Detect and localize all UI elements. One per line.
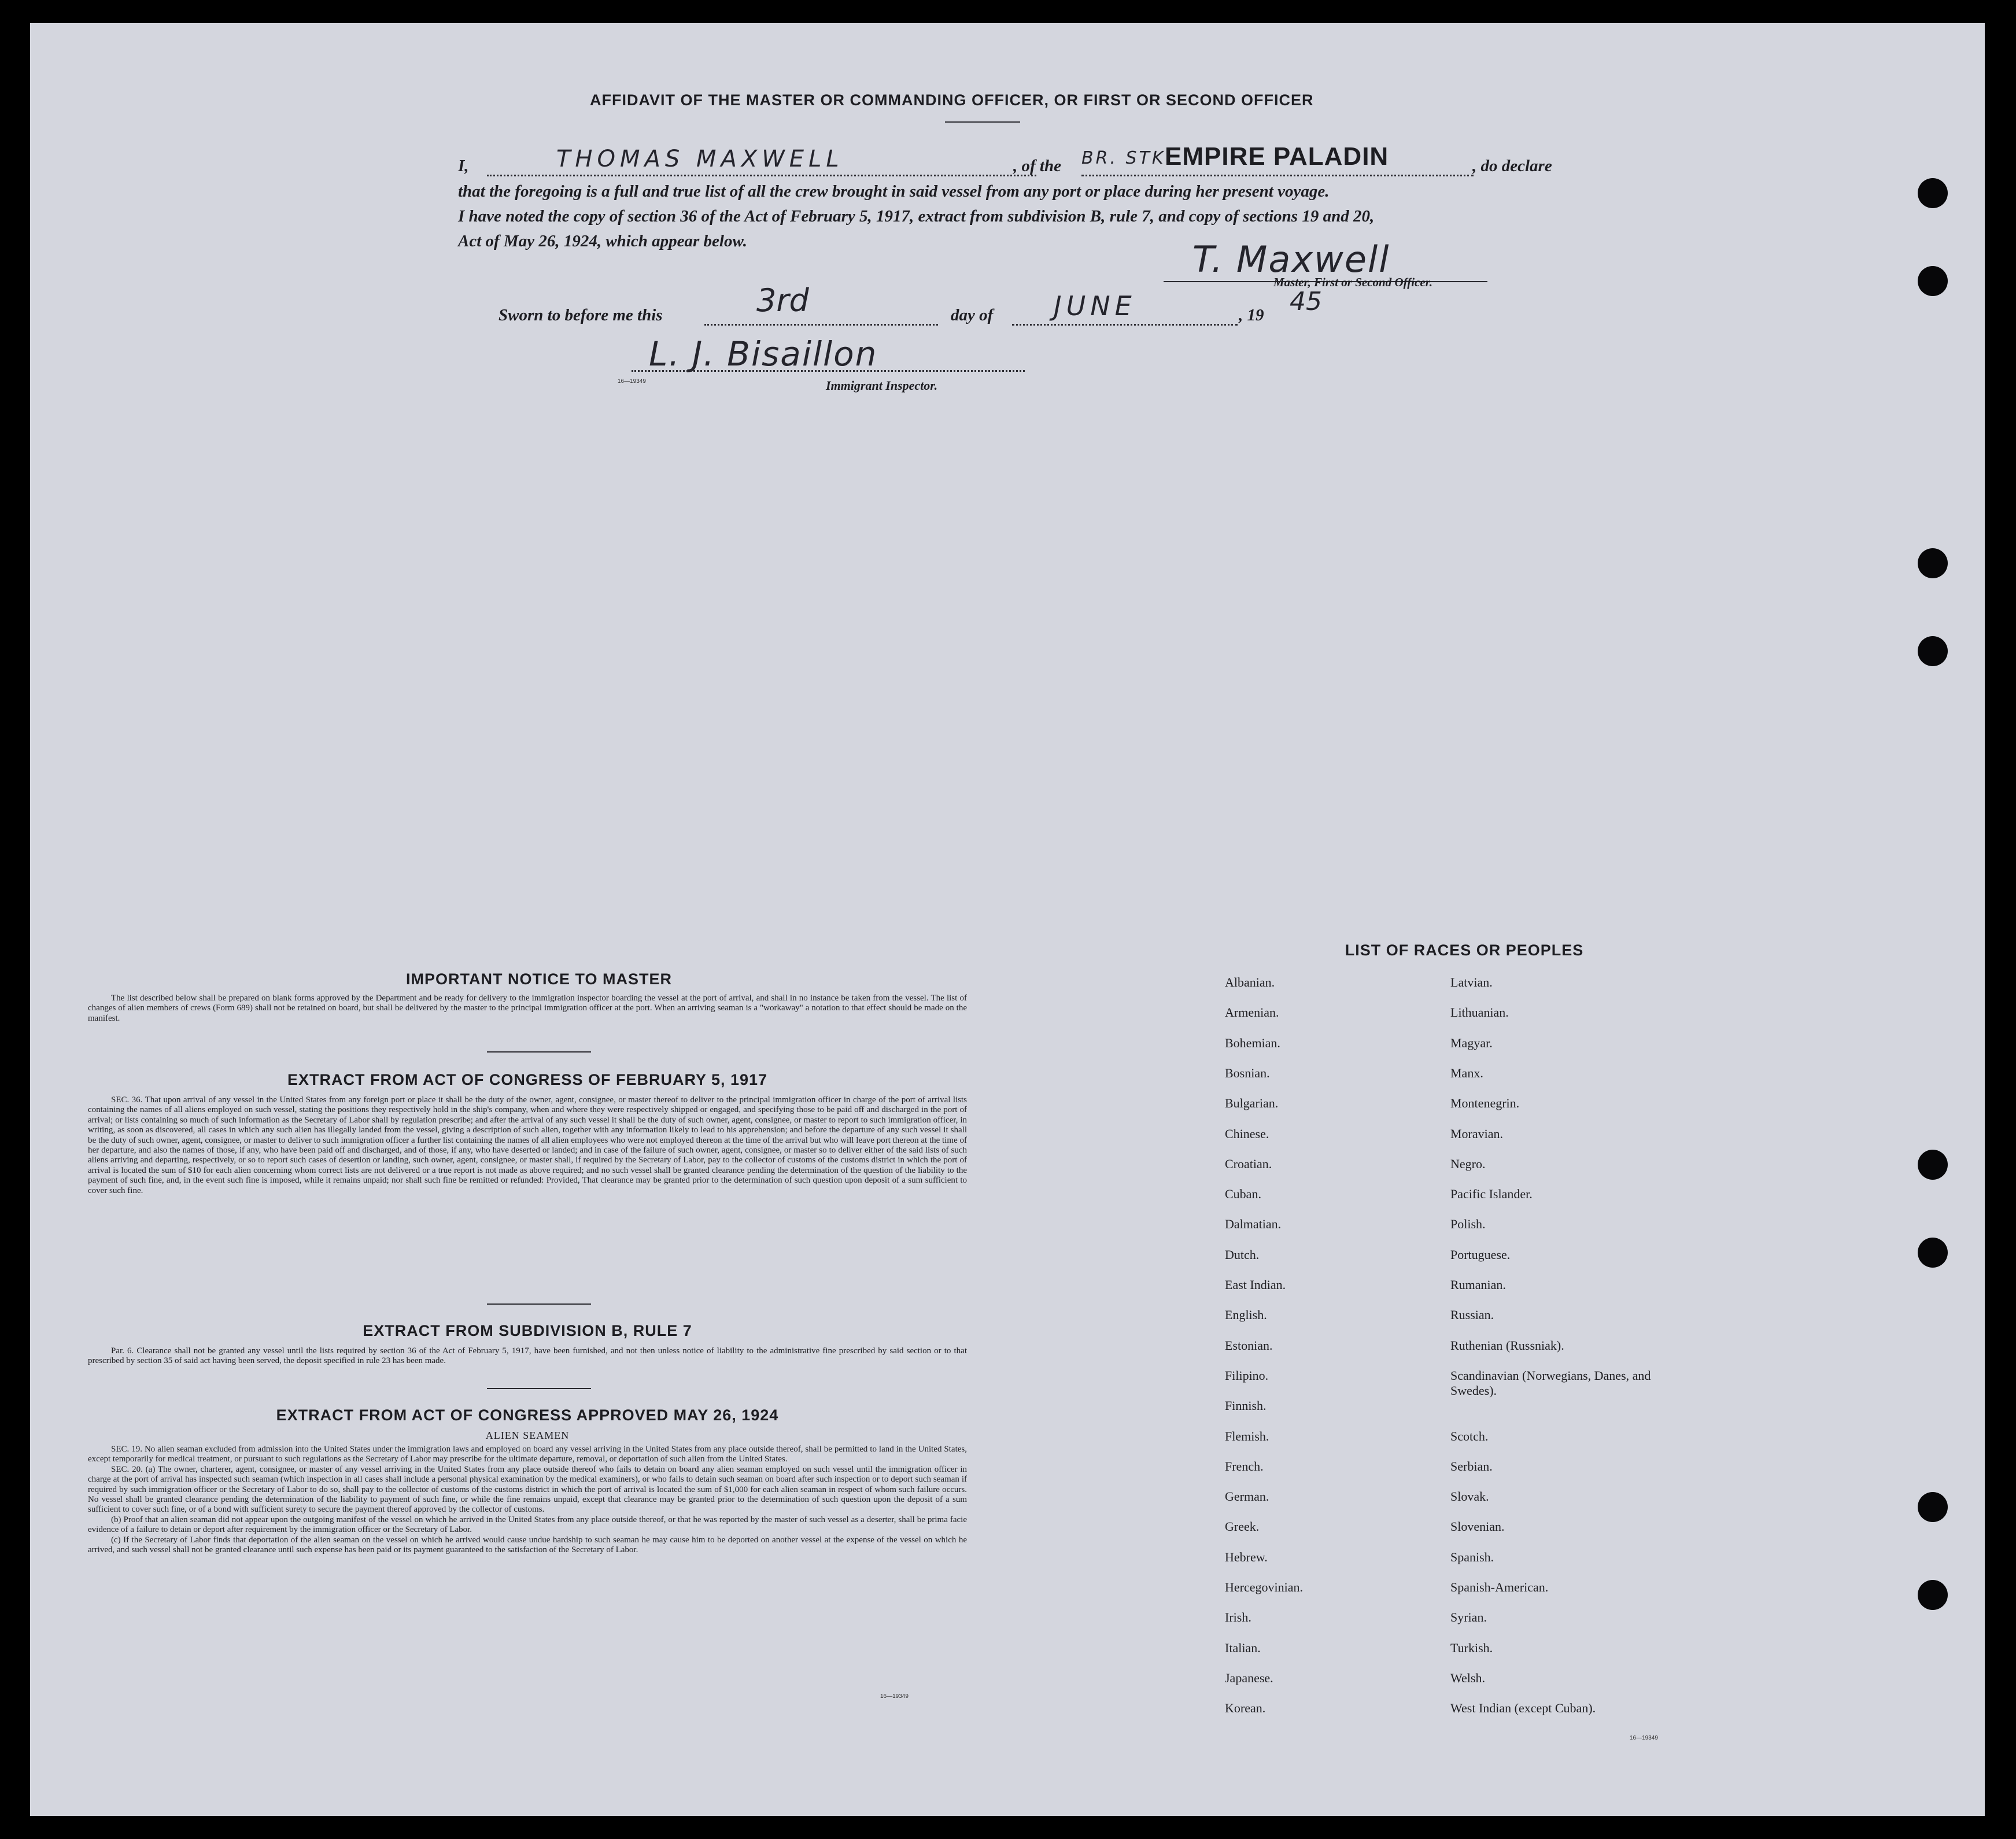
race-item: English. bbox=[1225, 1308, 1267, 1323]
vessel-prefix-handwritten: BR. STK. bbox=[1081, 148, 1174, 168]
inspector-signature: L. J. Bisaillon bbox=[649, 334, 878, 374]
binder-hole bbox=[1918, 1238, 1948, 1268]
race-item: Lithuanian. bbox=[1450, 1005, 1509, 1020]
sworn-day-handwritten: 3rd bbox=[756, 282, 809, 319]
signature-caption: Master, First or Second Officer. bbox=[1273, 275, 1432, 289]
binder-hole bbox=[1918, 266, 1948, 296]
inspector-caption: Immigrant Inspector. bbox=[826, 378, 938, 393]
section-divider bbox=[487, 1303, 591, 1305]
extract-1917-body: SEC. 36. That upon arrival of any vessel in the United States from any foreign port or place it shall be the duty of the owner, agent, consignee, or master thereof to deliver to the principal immigration officer in charge of the port of arrival lists containing the names of all aliens employed on such vessel, stating the positions they respectively hold in the ship's company, when and where they were respectively shipped or engaged, and specifying those to be paid off and discharged in the port of arrival; or lists containing so much of such information as the Secretary of Labor shall by regulation prescribe; and after the arrival of any such vessel it shall be the duty of such owner, agent, consignee, or master to report to such immigration officer, in writing, as soon as discovered, all cases in which any such alien has illegally landed from the vessel, giving a description of such alien, together with any information likely to lead to his apprehension; and before the departure of any such vessel it shall be the duty of such owner, agent, consignee, or master to deliver to such immigration officer a further list containing the names of all alien employees who were not employed thereon at the time of the arrival but who will leave port thereon at the time of her departure, and also the names of those, if any, who have been paid off and discharged, and of those, if any, who have deserted or landed; and in case of the failure of such owner, agent, consignee, or master so to deliver either of the said lists of such aliens arriving and departing, respectively, or so to report such cases of desertion or landing, such owner, agent, consignee, or master shall, if required by the Secretary of Labor, pay to the collector of customs of the customs district in which the port of arrival is located the sum of $10 for each alien concerning whom correct lists are not delivered or a true report is not made as above required; and no such vessel shall be granted clearance pending the determination of the question of the liability to the payment of such fine, and, in the event such fine is imposed, while it remains unpaid; nor shall such fine be remitted or refunded: Provided, That clearance may be granted prior to the determination of such question upon deposit of a sum sufficient to cover such fine. bbox=[88, 1095, 967, 1195]
race-item: Scotch. bbox=[1450, 1428, 1489, 1443]
master-signature: T. Maxwell bbox=[1192, 238, 1390, 280]
race-item: Hercegovinian. bbox=[1225, 1580, 1303, 1594]
affidavit-form-number: 16—19349 bbox=[618, 378, 646, 385]
section-20c-text: (c) If the Secretary of Labor finds that deportation of the alien seaman on the vessel on which he arrived would cause undue hardship to such seaman he may cause him to be deported on another vessel at the expense of the vessel on which he arrived, and such vessel shall not be granted clearance until such expense has been paid or its payment guaranteed to the satisfaction of the Secretary of Labor. bbox=[88, 1535, 967, 1555]
race-item: Hebrew. bbox=[1225, 1549, 1268, 1564]
race-item: Pacific Islander. bbox=[1450, 1187, 1533, 1202]
sworn-day-of: day of bbox=[951, 306, 994, 324]
race-item: Dalmatian. bbox=[1225, 1217, 1282, 1232]
race-item: Portuguese. bbox=[1450, 1247, 1511, 1262]
race-item: Albanian. bbox=[1225, 975, 1275, 989]
race-item: Rumanian. bbox=[1450, 1277, 1506, 1292]
binder-hole bbox=[1918, 1580, 1948, 1610]
race-item: Scandinavian (Norwegians, Danes, and Swedes). bbox=[1450, 1368, 1651, 1398]
race-item: Dutch. bbox=[1225, 1247, 1260, 1262]
race-item: Syrian. bbox=[1450, 1610, 1487, 1625]
race-item: Negro. bbox=[1450, 1156, 1486, 1171]
races-form-number: 16—19349 bbox=[1630, 1735, 1658, 1741]
affidavit-line-2: that the foregoing is a full and true list of all the crew brought in said vessel from any port or place during her present voyage. bbox=[458, 182, 1330, 201]
race-item: French. bbox=[1225, 1458, 1264, 1474]
section-20b-text: (b) Proof that an alien seaman did not appear upon the outgoing manifest of the vessel on which he arrived in the United States from any place outside thereof, or that he was reported by the master of such vessel as a deserter, shall be prima facie evidence of a failure to detain or deport after requirement by the immigration officer or the Secretary of Labor. bbox=[88, 1515, 967, 1535]
form-sheet bbox=[30, 23, 1985, 1816]
affidavit-line-3: I have noted the copy of section 36 of the Act of February 5, 1917, extract from subdivision B, rule 7, and copy of sections 19 and 20, bbox=[458, 207, 1375, 226]
race-item: Filipino. bbox=[1225, 1368, 1269, 1383]
sworn-text: Sworn to before me this bbox=[499, 306, 663, 324]
race-item: Polish. bbox=[1450, 1217, 1486, 1232]
title-divider bbox=[945, 121, 1020, 123]
race-item: Moravian. bbox=[1450, 1126, 1504, 1141]
extract-rule7-body: Par. 6. Clearance shall not be granted any vessel until the lists required by section 36 of the Act of February 5, 1917, have been furnished, and not then unless notice of liability to the administrative fine prescribed by said section or to that prescribed by section 35 of said act having been served, the deposit specified in rule 23 has been made. bbox=[88, 1346, 967, 1366]
extract-1924-body bbox=[88, 1445, 967, 1555]
race-item: Manx. bbox=[1450, 1065, 1483, 1080]
sworn-year-prefix: , 19 bbox=[1239, 306, 1264, 324]
race-item: Estonian. bbox=[1225, 1338, 1273, 1353]
binder-hole bbox=[1918, 1492, 1948, 1522]
section-20a-text: SEC. 20. (a) The owner, charterer, agent, consignee, or master of any vessel arriving in the United States from any place outside thereof who fails to detain on board any alien seaman employed on such vessel until the immigration officer in charge at the port of arrival has inspected such seaman (which inspection in all cases shall include a personal physical examination by the medical examiners), or who fails to detain such seaman on board after such inspection or to deport such seaman if required by such immigration officer or the Secretary of Labor to do so, shall pay to the collector of customs of the customs district in which the port of arrival is located the sum of $1,000 for each alien seaman in respect of whom such failure occurs. No vessel shall be granted clearance pending the determination of the liability to payment of such fine, or while the fine remains unpaid, except that clearance may be granted prior to the determination of such question upon the deposit of a sum sufficient to cover such fine, or of a bond with sufficient surety to secure the payment thereof approved by the collector of customs. bbox=[88, 1464, 967, 1515]
affidavit-line-4: Act of May 26, 1924, which appear below. bbox=[458, 232, 747, 250]
affidavit-of-the: , of the bbox=[1013, 157, 1061, 175]
race-item: German. bbox=[1225, 1489, 1269, 1504]
section-divider bbox=[487, 1388, 591, 1389]
master-name-handwritten: THOMAS MAXWELL bbox=[556, 146, 844, 172]
extract-1917-title: EXTRACT FROM ACT OF CONGRESS OF FEBRUARY 5, 1917 bbox=[287, 1071, 768, 1088]
race-item: Slovenian. bbox=[1450, 1519, 1505, 1534]
binder-hole bbox=[1918, 178, 1948, 208]
race-item: Chinese. bbox=[1225, 1126, 1269, 1141]
race-item: Latvian. bbox=[1450, 975, 1493, 989]
extract-form-number: 16—19349 bbox=[880, 1693, 909, 1700]
race-item: Montenegrin. bbox=[1450, 1096, 1520, 1111]
affidavit-do-declare: , do declare bbox=[1472, 157, 1552, 175]
race-item: Armenian. bbox=[1225, 1005, 1279, 1020]
race-item: Flemish. bbox=[1225, 1428, 1269, 1443]
sworn-month-line bbox=[1012, 324, 1238, 326]
section-divider bbox=[487, 1051, 591, 1053]
race-item: Bohemian. bbox=[1225, 1035, 1280, 1050]
race-item: Korean. bbox=[1225, 1701, 1266, 1716]
race-item: Magyar. bbox=[1450, 1035, 1493, 1050]
race-item: Turkish. bbox=[1450, 1640, 1493, 1655]
race-item: West Indian (except Cuban). bbox=[1450, 1701, 1596, 1716]
race-item: Spanish-American. bbox=[1450, 1580, 1549, 1594]
extract-rule7-title: EXTRACT FROM SUBDIVISION B, RULE 7 bbox=[363, 1322, 692, 1339]
race-item: Italian. bbox=[1225, 1640, 1261, 1655]
race-item: Cuban. bbox=[1225, 1187, 1261, 1202]
races-title: LIST OF RACES OR PEOPLES bbox=[1345, 941, 1584, 959]
race-item: Japanese. bbox=[1225, 1670, 1273, 1685]
affidavit-title: AFFIDAVIT OF THE MASTER OR COMMANDING OFFICER, OR FIRST OR SECOND OFFICER bbox=[590, 91, 1314, 109]
vessel-name-line bbox=[1081, 175, 1474, 176]
race-item: Russian. bbox=[1450, 1308, 1494, 1323]
vessel-name: EMPIRE PALADIN bbox=[1165, 142, 1389, 171]
race-item: Greek. bbox=[1225, 1519, 1260, 1534]
notice-title: IMPORTANT NOTICE TO MASTER bbox=[406, 970, 672, 988]
notice-body: The list described below shall be prepared on blank forms approved by the Department and be ready for delivery to the immigration inspector boarding the vessel at the port of arrival, and shall in no instance be taken from the vessel. The list of changes of alien members of crews (Form 689) shall not be retained on board, but shall be delivered by the master to the principal immigration officer at the port. When an arriving seaman is a "workaway" a notation to that effect should be made on the manifest. bbox=[88, 994, 967, 1023]
sworn-year-handwritten: 45 bbox=[1290, 287, 1322, 316]
inspector-signature-line bbox=[632, 370, 1025, 372]
race-item: Bosnian. bbox=[1225, 1065, 1270, 1080]
race-item: Bulgarian. bbox=[1225, 1096, 1279, 1111]
race-item: Serbian. bbox=[1450, 1458, 1493, 1474]
extract-1924-title: EXTRACT FROM ACT OF CONGRESS APPROVED MAY 26, 1924 bbox=[276, 1406, 779, 1424]
affidavit-pronoun: I, bbox=[458, 157, 469, 175]
race-item: Slovak. bbox=[1450, 1489, 1489, 1504]
section-19-text: SEC. 19. No alien seaman excluded from admission into the United States under the immigration laws and employed on board any vessel arriving in the United States from any place outside thereof, shall be permitted to land in the United States, except temporarily for medical treatment, or pursuant to such regulations as the Secretary of Labor may prescribe for the ultimate departure, removal, or deportation of such alien from the United States. bbox=[88, 1445, 967, 1464]
race-item: Finnish. bbox=[1225, 1398, 1267, 1413]
race-item: Spanish. bbox=[1450, 1549, 1494, 1564]
race-item: East Indian. bbox=[1225, 1277, 1286, 1292]
sworn-month-handwritten: JUNE bbox=[1054, 290, 1136, 322]
master-name-line bbox=[487, 175, 1036, 176]
binder-hole bbox=[1918, 548, 1948, 578]
race-item: Croatian. bbox=[1225, 1156, 1272, 1171]
race-item: Welsh. bbox=[1450, 1670, 1485, 1685]
binder-hole bbox=[1918, 1150, 1948, 1180]
binder-hole bbox=[1918, 636, 1948, 666]
race-item: Irish. bbox=[1225, 1610, 1251, 1625]
race-item: Ruthenian (Russniak). bbox=[1450, 1338, 1564, 1353]
sworn-day-line bbox=[704, 324, 938, 326]
extract-1924-subtitle: ALIEN SEAMEN bbox=[485, 1430, 570, 1441]
